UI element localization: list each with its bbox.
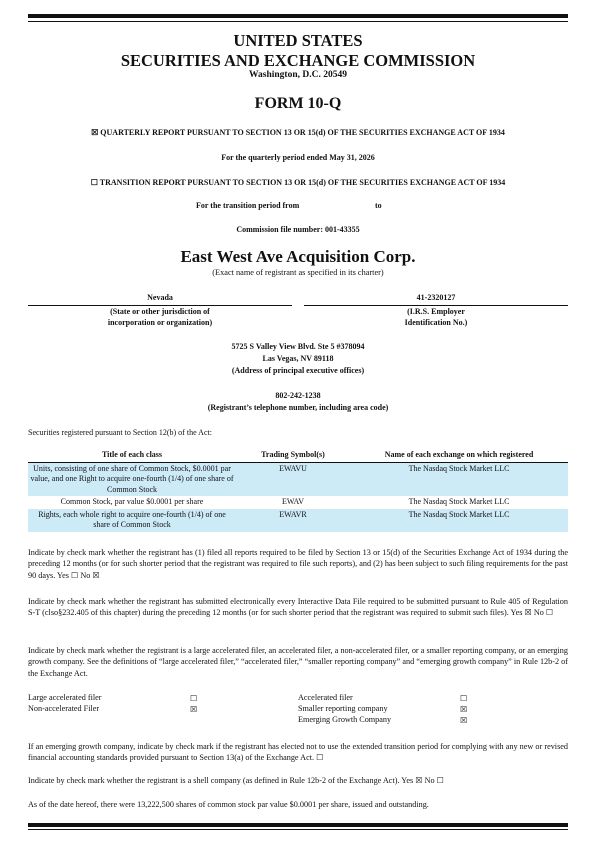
phone-caption: (Registrant’s telephone number, including area code) bbox=[207, 403, 389, 412]
registrant-name-caption: (Exact name of registrant as specified in its charter) bbox=[212, 268, 384, 277]
quarterly-report-line: ☒ QUARTERLY REPORT PURSUANT TO SECTION 13 OR 15(d) OF THE SECURITIES EXCHANGE ACT OF 1934 bbox=[91, 128, 505, 137]
address-caption: (Address of principal executive offices) bbox=[231, 366, 365, 375]
ein-caption-1: (I.R.S. Employer bbox=[407, 307, 465, 316]
state-caption-1: (State or other jurisdiction of bbox=[110, 307, 210, 316]
filer-checkbox-smaller-reporting[interactable]: ☒ bbox=[460, 705, 468, 714]
filer-checkbox-non-accelerated[interactable]: ☒ bbox=[190, 705, 198, 714]
col-header-symbol: Trading Symbol(s) bbox=[236, 449, 350, 462]
filer-checkbox-emerging-growth[interactable]: ☒ bbox=[460, 716, 468, 725]
table-cell: EWAVU bbox=[236, 462, 350, 496]
ein-caption-2: Identification No.) bbox=[404, 318, 468, 327]
filer-label-emerging-growth: Emerging Growth Company bbox=[298, 715, 392, 724]
state-value: Nevada bbox=[147, 293, 173, 302]
table-cell: EWAVR bbox=[236, 509, 350, 532]
table-cell: Common Stock, par value $0.0001 per share bbox=[60, 497, 204, 506]
table-row bbox=[28, 509, 568, 532]
securities-table bbox=[28, 449, 568, 532]
table-row bbox=[28, 462, 568, 496]
filer-label-accelerated: Accelerated filer bbox=[298, 693, 353, 702]
address-line-2: Las Vegas, NV 89118 bbox=[262, 354, 334, 363]
table-cell: The Nasdaq Stock Market LLC bbox=[408, 497, 510, 506]
address-line-1: 5725 S Valley View Blvd. Ste 5 #378094 bbox=[231, 342, 365, 351]
filer-label-large-accelerated: Large accelerated filer bbox=[28, 693, 102, 702]
filer-label-smaller-reporting: Smaller reporting company bbox=[298, 704, 388, 713]
header-city: Washington, D.C. 20549 bbox=[249, 70, 347, 80]
shares-outstanding-paragraph: As of the date hereof, there were 13,222,500 shares of common stock par value $0.0001 per share, issued and outstanding. bbox=[28, 800, 429, 809]
shell-company-paragraph: Indicate by check mark whether the registrant is a shell company (as defined in Rule 12b-2 of the Exchange Act). Yes ☒ No ☐ bbox=[28, 776, 444, 785]
phone-number: 802-242-1238 bbox=[275, 391, 321, 400]
form-title: FORM 10-Q bbox=[254, 95, 342, 112]
top-rule-thick bbox=[28, 14, 568, 18]
header-line-1: UNITED STATES bbox=[233, 31, 363, 50]
top-rule-thin bbox=[28, 21, 568, 22]
filer-checkbox-accelerated[interactable]: ☐ bbox=[460, 694, 468, 703]
table-cell: EWAV bbox=[281, 497, 305, 506]
state-underline bbox=[28, 305, 292, 306]
interactive-data-paragraph: Indicate by check mark whether the registrant has submitted electronically every Interactive Data File required to be submitted pursuant to Rule 405 of Regulation S-T (clso§232.405 of this chapter) during the preceding 12 months (or for such shorter period that the registrant was required to submit such files). Yes ☒ No ☐ bbox=[28, 597, 568, 618]
col-header-exchange: Name of each exchange on which registered bbox=[350, 449, 568, 462]
reporting-compliance-paragraph: Indicate by check mark whether the registrant has (1) filed all reports required to be filed by Section 13 or 15(d) of the Securities Exchange Act of 1934 during the preceding 12 months (or for such shorter period that the registrant was required to file such reports), and (2) has been subject to such filing requirements for the past 90 days. Yes ☐ No ☒ bbox=[28, 548, 568, 580]
filer-checkbox-large-accelerated[interactable]: ☐ bbox=[190, 694, 198, 703]
ein-value: 41-2320127 bbox=[416, 293, 456, 302]
filer-status-paragraph: Indicate by check mark whether the registrant is a large accelerated filer, an accelerated filer, a non-accelerated filer, or a smaller reporting company, or an emerging growth company. See the definitions of “large accelerated filer,” “accelerated filer,” “smaller reporting company” and “emerging growth company” in Rule 12b-2 of the Exchange Act. bbox=[28, 646, 568, 678]
state-caption-2: incorporation or organization) bbox=[107, 318, 213, 327]
table-cell: The Nasdaq Stock Market LLC bbox=[350, 509, 568, 532]
table-row bbox=[28, 496, 568, 509]
transition-to-label: to bbox=[375, 201, 382, 210]
transition-from-label: For the transition period from bbox=[196, 201, 300, 210]
transition-report-line: ☐ TRANSITION REPORT PURSUANT TO SECTION 13 OR 15(d) OF THE SECURITIES EXCHANGE ACT OF 1934 bbox=[90, 178, 506, 187]
table-cell: Units, consisting of one share of Common Stock, $0.0001 par value, and one Right to acquire one-fourth (1/4) of one share of Common Stock bbox=[28, 462, 236, 496]
emerging-growth-paragraph: If an emerging growth company, indicate by check mark if the registrant has elected not to use the extended transition period for complying with any new or revised financial accounting standards provided pursuant to Section 13(a) of the Exchange Act. ☐ bbox=[28, 742, 568, 763]
filer-label-non-accelerated: Non-accelerated Filer bbox=[28, 704, 100, 713]
ein-underline bbox=[304, 305, 568, 306]
col-header-title: Title of each class bbox=[28, 449, 236, 462]
bottom-rule-thin bbox=[28, 829, 568, 830]
header-line-2: SECURITIES AND EXCHANGE COMMISSION bbox=[120, 51, 476, 70]
quarterly-period: For the quarterly period ended May 31, 2026 bbox=[221, 153, 375, 162]
commission-file-number: Commission file number: 001-43355 bbox=[236, 225, 360, 234]
securities-intro: Securities registered pursuant to Section 12(b) of the Act: bbox=[28, 428, 212, 437]
table-cell: Rights, each whole right to acquire one-fourth (1/4) of one share of Common Stock bbox=[28, 509, 236, 532]
bottom-rule-thick bbox=[28, 823, 568, 827]
registrant-name: East West Ave Acquisition Corp. bbox=[180, 247, 416, 266]
table-cell: The Nasdaq Stock Market LLC bbox=[350, 462, 568, 496]
